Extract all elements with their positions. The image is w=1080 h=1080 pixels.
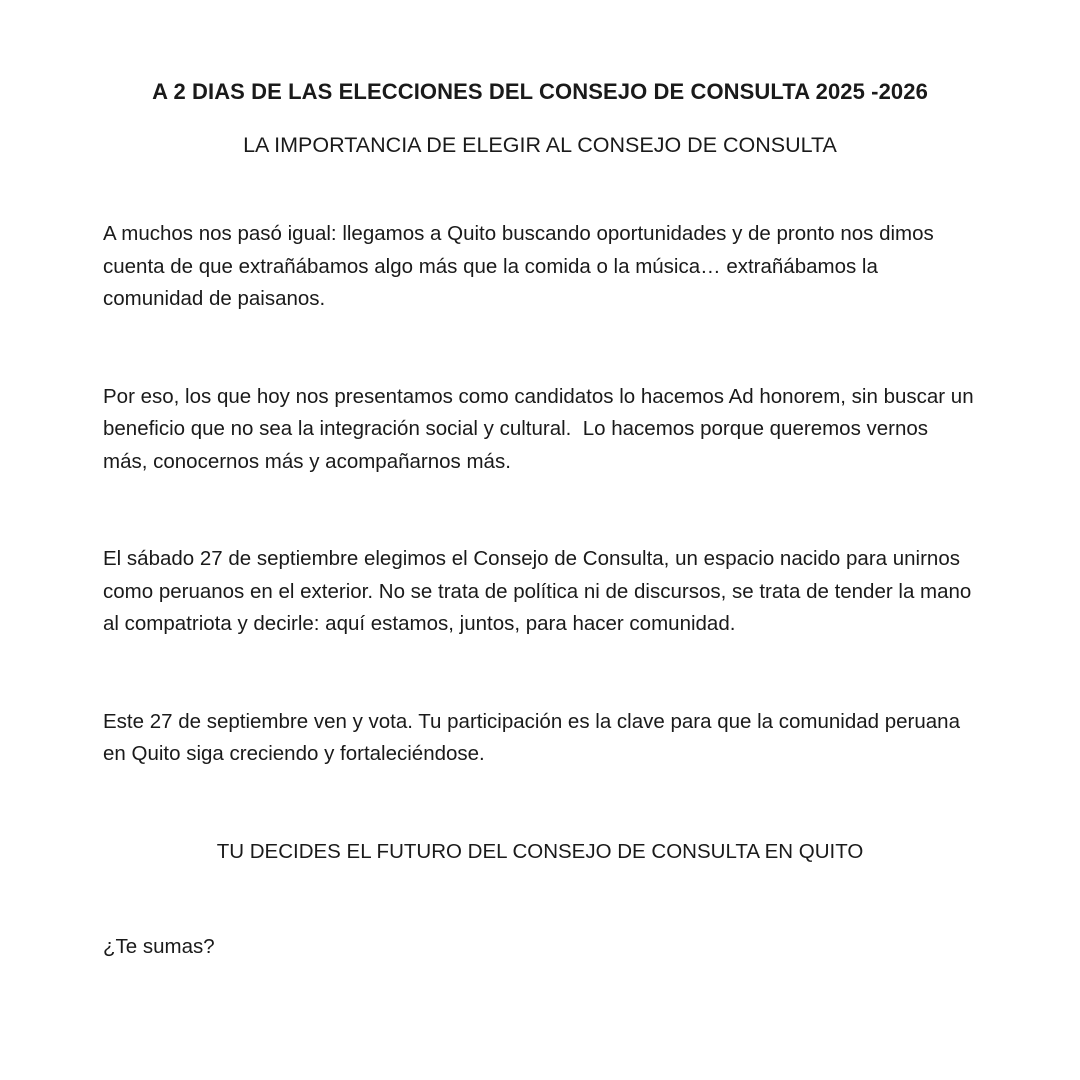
paragraph-candidates: Por eso, los que hoy nos presentamos como candidatos lo hacemos Ad honorem, sin buscar un beneficio que no sea la integración social y cultural. Lo hacemos porque queremos vernos más, conocernos más y acompañarnos más. (103, 384, 980, 473)
callout-line: TU DECIDES EL FUTURO DEL CONSEJO DE CONSULTA EN QUITO (216, 839, 864, 863)
document-subtitle: LA IMPORTANCIA DE ELEGIR AL CONSEJO DE CONSULTA (243, 133, 837, 157)
closing-question: ¿Te sumas? (103, 935, 215, 958)
paragraph-election-day: El sábado 27 de septiembre elegimos el Consejo de Consulta, un espacio nacido para unirnos como peruanos en el exterior. No se trata de política ni de discursos, se trata de tender la mano al compatriota y decirle: aquí estamos, juntos, para hacer comunidad. (103, 547, 978, 635)
document-title: A 2 DIAS DE LAS ELECCIONES DEL CONSEJO DE CONSULTA 2025 -2026 (152, 79, 928, 104)
paragraph-participation: Este 27 de septiembre ven y vota. Tu participación es la clave para que la comunidad peruana en Quito siga creciendo y fortaleciéndose. (103, 709, 966, 765)
paragraph-intro: A muchos nos pasó igual: llegamos a Quito buscando oportunidades y de pronto nos dimos cuenta de que extrañábamos algo más que la comida o la música… extrañábamos la comunidad de paisanos. (103, 222, 940, 310)
